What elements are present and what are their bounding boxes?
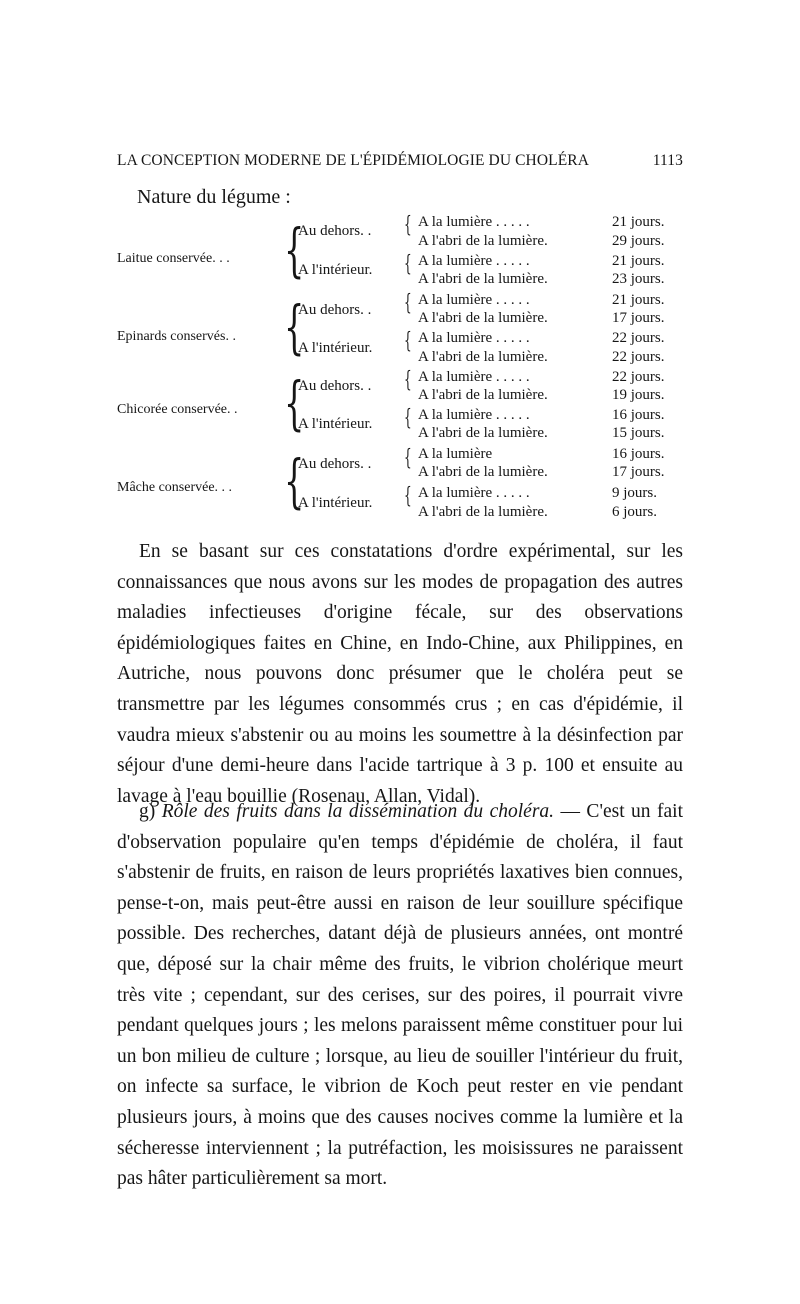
vegetable-name: Chicorée conservée. . bbox=[117, 402, 238, 417]
days-value: 17 jours. bbox=[612, 464, 665, 480]
vegetable-name: Laitue conservée. . . bbox=[117, 251, 230, 266]
section-letter: g) bbox=[139, 801, 156, 822]
condition-label: A l'abri de la lumière. bbox=[418, 425, 548, 441]
days-value: 19 jours. bbox=[612, 387, 665, 403]
location-label: A l'intérieur. bbox=[298, 416, 373, 432]
brace-inner: { bbox=[404, 406, 412, 431]
brace-outer: { bbox=[284, 293, 305, 361]
brace-inner: { bbox=[404, 446, 412, 471]
days-value: 21 jours. bbox=[612, 214, 665, 230]
days-value: 21 jours. bbox=[612, 253, 665, 269]
condition-label: A l'abri de la lumière. bbox=[418, 233, 548, 249]
days-value: 9 jours. bbox=[612, 485, 657, 501]
brace-inner: { bbox=[404, 252, 412, 277]
condition-label: A la lumière . . . . . bbox=[418, 330, 530, 346]
brace-outer: { bbox=[284, 369, 305, 437]
brace-inner: { bbox=[404, 484, 412, 509]
days-value: 16 jours. bbox=[612, 446, 665, 462]
section-label: Nature du légume : bbox=[137, 186, 291, 208]
days-value: 16 jours. bbox=[612, 407, 665, 423]
days-value: 17 jours. bbox=[612, 310, 665, 326]
page-number: 1113 bbox=[652, 152, 683, 169]
location-label: Au dehors. . bbox=[298, 456, 372, 472]
paragraph-text bbox=[117, 797, 683, 1195]
section-heading: Rôle des fruits dans la dissémination du choléra. bbox=[161, 801, 555, 822]
condition-label: A la lumière bbox=[418, 446, 493, 462]
days-value: 23 jours. bbox=[612, 271, 665, 287]
condition-label: A l'abri de la lumière. bbox=[418, 271, 548, 287]
location-label: Au dehors. . bbox=[298, 223, 372, 239]
brace-inner: { bbox=[404, 213, 412, 238]
condition-label: A la lumière . . . . . bbox=[418, 214, 530, 230]
days-value: 6 jours. bbox=[612, 504, 657, 520]
condition-label: A l'abri de la lumière. bbox=[418, 310, 548, 326]
brace-inner: { bbox=[404, 368, 412, 393]
brace-outer: { bbox=[284, 216, 305, 284]
body-paragraph-2 bbox=[117, 797, 683, 1195]
condition-label: A la lumière . . . . . bbox=[418, 485, 530, 501]
vegetable-survival-table bbox=[0, 0, 800, 540]
condition-label: A la lumière . . . . . bbox=[418, 253, 530, 269]
location-label: Au dehors. . bbox=[298, 302, 372, 318]
condition-label: A l'abri de la lumière. bbox=[418, 464, 548, 480]
paragraph-text: En se basant sur ces constatations d'ordre expérimental, sur les connaissances que nous avons sur les modes de propagation des autres maladies infectieuses d'origine fécale, sur des observations épidémiologiques faites en Chine, en Indo-Chine, aux Philippines, en Autriche, nous pouvons donc présumer que le choléra peut se transmettre par les légumes consommés crus ; en cas d'épidémie, il vaudra mieux s'abstenir ou au moins les soumettre à la désinfection par séjour d'une demi-heure dans l'acide tartrique à 3 p. 100 et ensuite au lavage à l'eau bouillie (Rosenau, Allan, Vidal). bbox=[117, 541, 683, 807]
vegetable-name: Mâche conservée. . . bbox=[117, 480, 233, 495]
days-value: 29 jours. bbox=[612, 233, 665, 249]
days-value: 22 jours. bbox=[612, 349, 665, 365]
condition-label: A la lumière . . . . . bbox=[418, 407, 530, 423]
location-label: A l'intérieur. bbox=[298, 262, 373, 278]
days-value: 22 jours. bbox=[612, 369, 665, 385]
days-value: 21 jours. bbox=[612, 292, 665, 308]
brace-outer: { bbox=[284, 447, 305, 515]
location-label: A l'intérieur. bbox=[298, 340, 373, 356]
location-label: Au dehors. . bbox=[298, 378, 372, 394]
condition-label: A l'abri de la lumière. bbox=[418, 349, 548, 365]
location-label: A l'intérieur. bbox=[298, 495, 373, 511]
days-value: 22 jours. bbox=[612, 330, 665, 346]
brace-inner: { bbox=[404, 291, 412, 316]
vegetable-name: Epinards conservés. . bbox=[117, 329, 236, 344]
condition-label: A la lumière . . . . . bbox=[418, 292, 530, 308]
running-title: LA CONCEPTION MODERNE DE L'ÉPIDÉMIOLOGIE DU CHOLÉRA bbox=[117, 152, 589, 169]
condition-label: A l'abri de la lumière. bbox=[418, 387, 548, 403]
paragraph-body: — C'est un fait d'observation populaire qu'en temps d'épidémie de choléra, il faut s'abstenir de fruits, en raison de leurs propriétés laxatives bien connues, pense-t-on, mais peut-être aussi en raison de leur souillure spécifique possible. Des recherches, datant déjà de plusieurs années, ont montré que, déposé sur la chair même des fruits, le vibrion cholérique meurt très vite ; cependant, sur des cerises, sur des poires, il pourrait vivre pendant quelques jours ; les melons paraissent même constituer pour lui un bon milieu de culture ; lorsque, au lieu de souiller l'intérieur du fruit, on infecte sa surface, le vibrion de Koch peut rester en vie pendant plusieurs jours, à moins que des causes nocives comme la lumière et la sécheresse interviennent ; la putréfaction, les moisissures ne paraissent pas hâter particulièrement sa mort. bbox=[117, 801, 683, 1190]
brace-inner: { bbox=[404, 329, 412, 354]
condition-label: A l'abri de la lumière. bbox=[418, 504, 548, 520]
body-paragraph-1 bbox=[117, 537, 683, 812]
condition-label: A la lumière . . . . . bbox=[418, 369, 530, 385]
days-value: 15 jours. bbox=[612, 425, 665, 441]
